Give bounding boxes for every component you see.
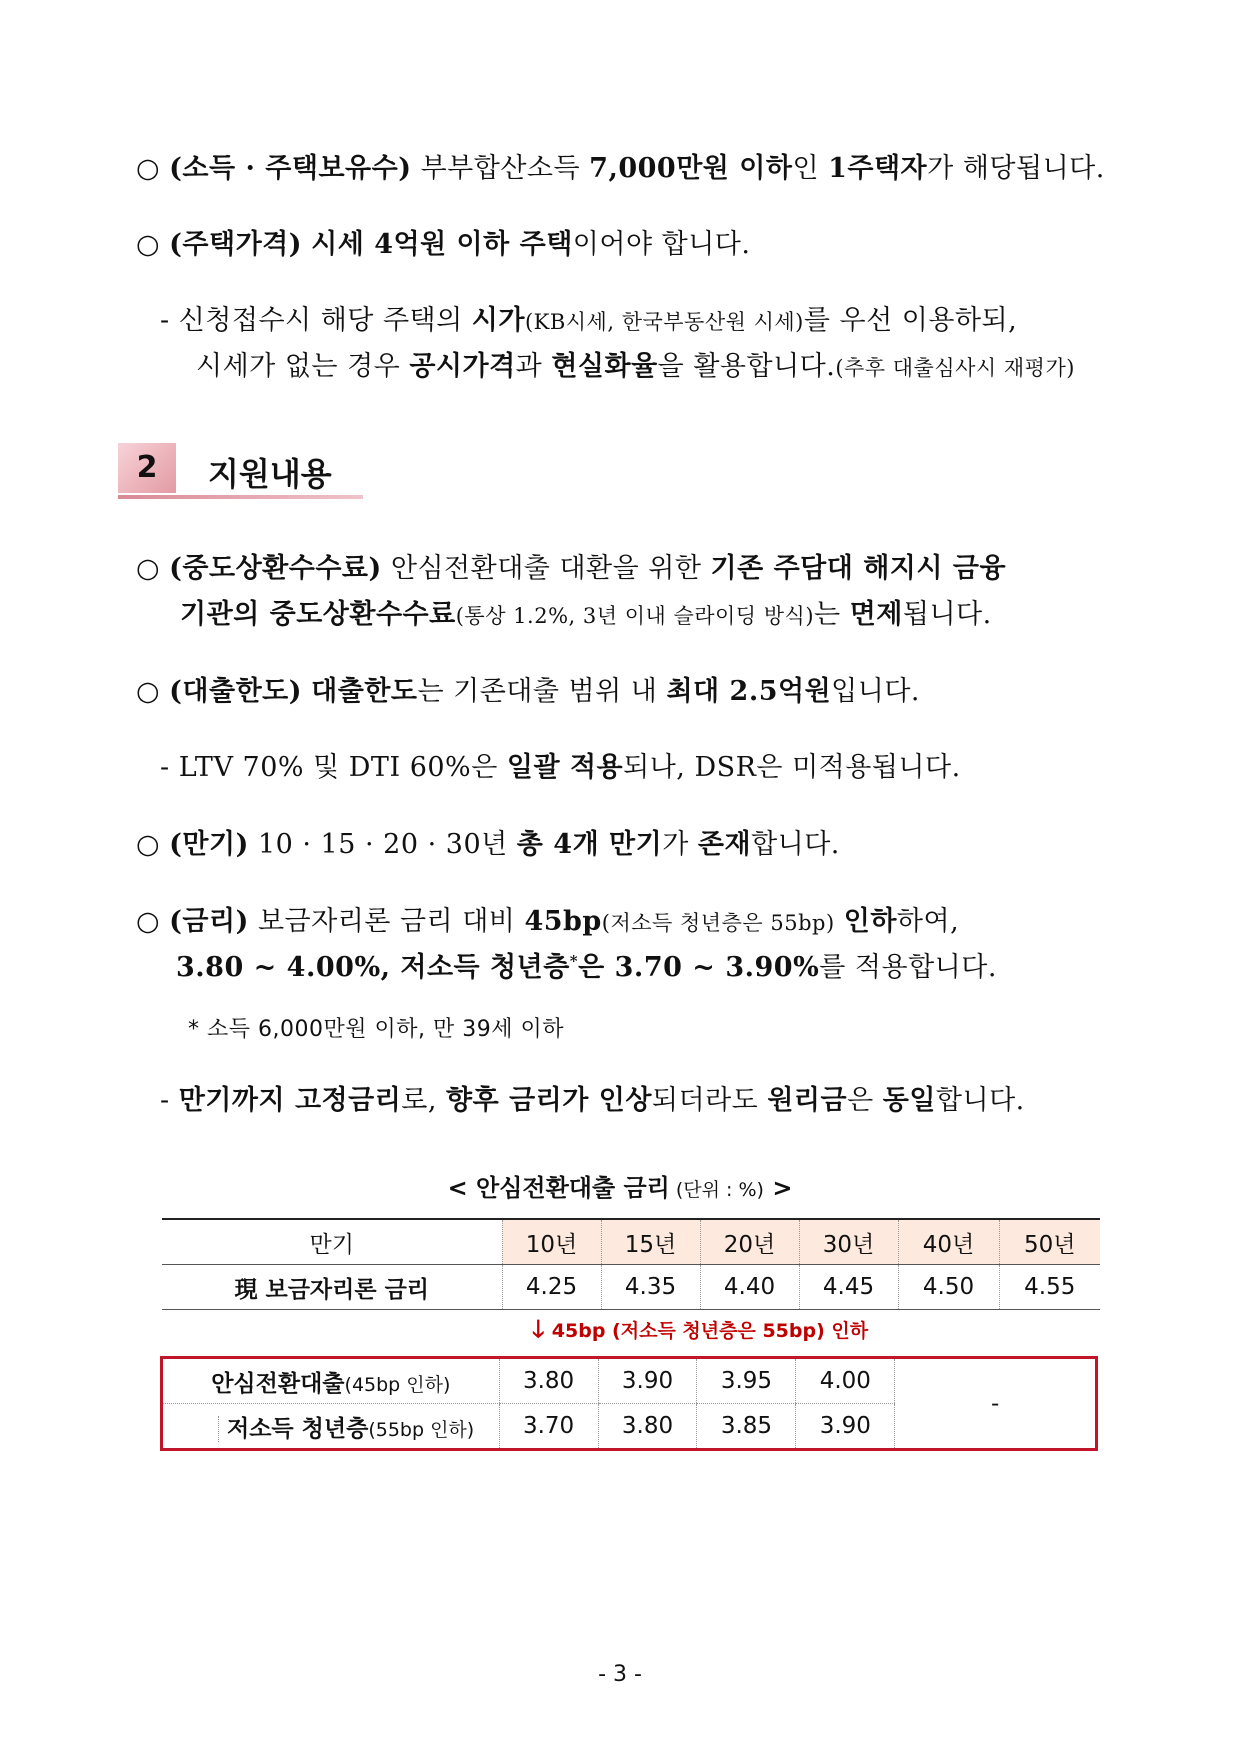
page-number: - 3 - [598, 1662, 642, 1687]
paragraph-interest-rate [136, 899, 959, 938]
small-text: (KB시세, 한국부동산원 시세) [524, 310, 804, 334]
emphasis: 시가 [471, 305, 525, 336]
dash: - [160, 305, 170, 336]
reduction-note-text: 45bp (저소득 청년층은 55bp) 인하 [551, 1319, 869, 1342]
caption-unit: (단위 : %) [669, 1179, 764, 1201]
year-cell: 15년 [601, 1219, 700, 1265]
heading-label: (소득 · 주택보유수) [169, 153, 412, 184]
row-label-main: 안심전환대출 [211, 1370, 345, 1397]
footnote-mark: * [569, 952, 579, 970]
empty-cell: - [895, 1358, 1097, 1450]
footnote-text: * 소득 6,000만원 이하, 만 39세 이하 [188, 1017, 564, 1042]
section-underline [118, 495, 363, 499]
sub-paragraph-market-price [160, 298, 1017, 337]
rate-cell: 3.70 [499, 1404, 598, 1450]
reduction-note [502, 1310, 1100, 1355]
text: 되더라도 [651, 1085, 768, 1116]
year-cell: 20년 [700, 1219, 799, 1265]
current-rate-row [162, 1265, 1100, 1310]
small-text: (저소득 청년층은 55bp) [601, 911, 835, 935]
text: 로, [401, 1085, 447, 1116]
heading-label: (대출한도) [169, 676, 303, 707]
down-arrow-icon: 🡓 [532, 1314, 545, 1343]
text: 합니다. [751, 829, 840, 860]
emphasis: 7,000만원 이하 [589, 153, 793, 184]
text [835, 906, 844, 937]
caption-title: 안심전환대출 금리 [476, 1174, 670, 1202]
year-cell: 30년 [799, 1219, 898, 1265]
rate-cell: 4.40 [700, 1265, 799, 1310]
paragraph-income [136, 146, 1105, 185]
rate-cell: 3.90 [796, 1404, 895, 1450]
text: 신청접수시 해당 주택의 [169, 305, 472, 336]
bullet: ○ [136, 153, 161, 184]
text: 를 우선 이용하되, [803, 305, 1018, 336]
heading-label: (만기) [169, 829, 249, 860]
emphasis: 원리금 [767, 1085, 848, 1116]
emphasis: 만기까지 고정금리 [178, 1085, 402, 1116]
rate-cell: 4.45 [799, 1265, 898, 1310]
bullet: ○ [136, 906, 161, 937]
text: 과 [515, 351, 552, 382]
text: 10 · 15 · 20 · 30년 [248, 829, 517, 860]
text: LTV 70% 및 DTI 60%은 [169, 752, 507, 783]
year-cell: 10년 [502, 1219, 601, 1265]
new-rate-table [160, 1356, 1098, 1451]
paragraph-interest-rate-cont [176, 945, 997, 984]
row-label [162, 1358, 500, 1404]
row-label-sub: (45bp 인하) [344, 1373, 451, 1396]
year-cell: 40년 [898, 1219, 999, 1265]
bullet: ○ [136, 829, 161, 860]
loan-rate-row [162, 1358, 1097, 1404]
text: 입니다. [831, 676, 921, 707]
table-caption [0, 1168, 1240, 1203]
text: 보금자리론 금리 대비 [248, 906, 525, 937]
text [302, 676, 311, 707]
text: 되나, DSR은 미적용됩니다. [623, 752, 961, 783]
caption-bracket: > [763, 1174, 793, 1202]
rate-cell: 3.80 [499, 1358, 598, 1404]
rate-cell: 4.00 [796, 1358, 895, 1404]
emphasis: 은 3.70 ~ 3.90% [578, 952, 820, 983]
bullet: ○ [136, 553, 161, 584]
rate-table [162, 1218, 1100, 1354]
row-label-main: 저소득 청년층 [227, 1415, 369, 1442]
text: 는 기존대출 범위 내 [417, 676, 667, 707]
paragraph-prepayment-fee-cont [180, 592, 992, 631]
emphasis: 인하 [843, 906, 897, 937]
rate-cell: 3.90 [598, 1358, 697, 1404]
emphasis: 3.80 ~ 4.00%, 저소득 청년층 [176, 952, 570, 983]
rate-cell: 3.95 [697, 1358, 796, 1404]
text: 시세가 없는 경우 [196, 351, 410, 382]
text: 을 활용합니다. [657, 351, 836, 382]
text: 를 적용합니다. [819, 952, 997, 983]
heading-label: (금리) [169, 906, 249, 937]
text: 합니다. [935, 1085, 1025, 1116]
paragraph-maturity [136, 822, 840, 861]
text: 이어야 합니다. [572, 229, 751, 260]
text: 부부합산소득 [411, 153, 590, 184]
bullet: ○ [136, 229, 161, 260]
rate-cell: 4.55 [999, 1265, 1100, 1310]
rate-cell: 3.85 [697, 1404, 796, 1450]
section-number: 2 [118, 443, 176, 493]
emphasis: 동일 [882, 1085, 936, 1116]
emphasis: 최대 2.5억원 [666, 676, 832, 707]
row-label-sub: (55bp 인하) [368, 1418, 475, 1441]
heading-label: (주택가격) [169, 229, 303, 260]
emphasis: 현실화율 [551, 351, 658, 382]
emphasis: 기존 주담대 해지시 금융 [710, 553, 1007, 584]
text [170, 1085, 179, 1116]
rate-cell: 3.80 [598, 1404, 697, 1450]
row-label: 現 보금자리론 금리 [162, 1265, 502, 1310]
paragraph-prepayment-fee [136, 546, 1006, 585]
rate-cell: 4.50 [898, 1265, 999, 1310]
paragraph-loan-limit [136, 669, 920, 708]
text [302, 229, 311, 260]
emphasis: 면제 [849, 599, 903, 630]
year-cell: 50년 [999, 1219, 1100, 1265]
header-label: 만기 [162, 1219, 502, 1265]
section-header [118, 443, 363, 499]
emphasis: 존재 [697, 829, 752, 860]
caption-bracket: < [447, 1174, 477, 1202]
sub-paragraph-fixed-rate [160, 1078, 1025, 1117]
text: 가 [662, 829, 698, 860]
emphasis: 45bp [524, 906, 602, 937]
text: 됩니다. [902, 599, 992, 630]
dash: - [160, 1085, 170, 1116]
dash: - [160, 752, 170, 783]
emphasis: 1주택자 [828, 153, 928, 184]
heading-label: (중도상환수수료) [169, 553, 382, 584]
emphasis: 향후 금리가 인상 [446, 1085, 652, 1116]
text: 가 해당됩니다. [927, 153, 1105, 184]
text: 안심전환대출 대환을 위한 [381, 553, 711, 584]
text: 인 [792, 153, 829, 184]
emphasis: 대출한도 [311, 676, 418, 707]
emphasis: 총 4개 만기 [516, 829, 663, 860]
row-label [162, 1404, 500, 1450]
emphasis: 공시가격 [409, 351, 516, 382]
bullet: ○ [136, 676, 161, 707]
reduction-note-row [162, 1310, 1100, 1355]
text: 하여, [896, 906, 960, 937]
rate-cell: 4.25 [502, 1265, 601, 1310]
emphasis: 시세 4억원 이하 주택 [311, 229, 573, 260]
paragraph-house-price [136, 222, 750, 261]
emphasis: 기관의 중도상환수수료 [180, 599, 456, 630]
sub-paragraph-ltv [160, 745, 961, 784]
sub-paragraph-continuation [196, 344, 1075, 383]
section-title: 지원내용 [208, 455, 332, 493]
small-text: (통상 1.2%, 3년 이내 슬라이딩 방식) [455, 604, 815, 628]
table-header-row [162, 1219, 1100, 1265]
emphasis: 일괄 적용 [506, 752, 624, 783]
text: 는 [814, 599, 850, 630]
footnote [188, 1012, 564, 1043]
rate-cell: 4.35 [601, 1265, 700, 1310]
small-text: (추후 대출심사시 재평가) [835, 356, 1075, 380]
text: 은 [847, 1085, 883, 1116]
